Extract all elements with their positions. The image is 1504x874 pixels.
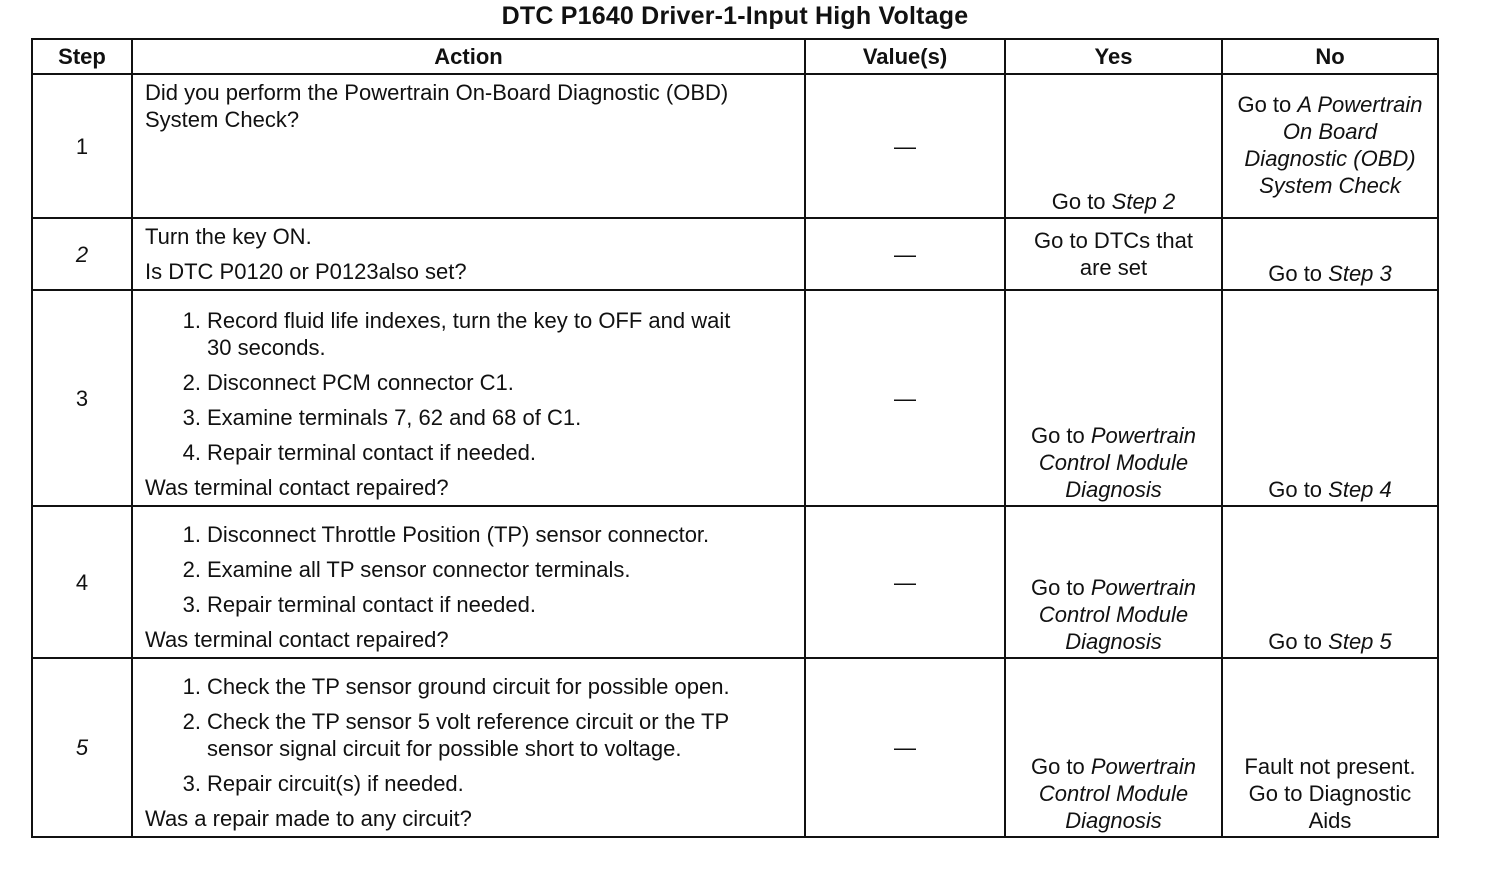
action-list <box>145 673 796 797</box>
list-item: 2. Check the TP sensor 5 volt reference circuit or the TP sensor signal circuit for possible short to voltage. <box>182 709 729 761</box>
list-item: 1. Check the TP sensor ground circuit for possible open. <box>182 674 730 699</box>
yes-prefix: Go to <box>1051 189 1112 214</box>
no-cell <box>1222 290 1438 506</box>
list-item: 3. Repair terminal contact if needed. <box>182 592 536 617</box>
page-title: DTC P1640 Driver-1-Input High Voltage <box>501 2 969 30</box>
yes-cell <box>1005 74 1222 218</box>
action-question: Was terminal contact repaired? <box>145 475 449 500</box>
value-cell: — <box>805 290 1005 506</box>
yes-target: Step 2 <box>1111 189 1176 214</box>
yes-cell: Go to DTCs that are set <box>1005 218 1222 290</box>
action-text: Did you perform the Powertrain On-Board Diagnostic (OBD) System Check? <box>145 80 729 132</box>
action-cell <box>132 74 805 218</box>
diagnostic-table <box>31 38 1439 838</box>
list-item: 3. Examine terminals 7, 62 and 68 of C1. <box>182 405 582 430</box>
list-item: 2. Disconnect PCM connector C1. <box>182 370 514 395</box>
no-prefix: Go to <box>1268 477 1329 502</box>
yes-cell <box>1005 506 1222 658</box>
action-cell <box>132 506 805 658</box>
list-item: 1. Disconnect Throttle Position (TP) sensor connector. <box>182 522 710 547</box>
no-target: Step 4 <box>1328 477 1392 502</box>
action-cell <box>132 290 805 506</box>
yes-target: Powertrain Control Module Diagnosis <box>1038 575 1197 654</box>
table-row <box>32 290 1438 506</box>
action-list <box>145 521 796 618</box>
step-number: 5 <box>32 658 132 837</box>
no-target: Step 3 <box>1328 261 1392 286</box>
table-row <box>32 74 1438 218</box>
list-item: 1. Record fluid life indexes, turn the key to OFF and wait 30 seconds. <box>182 308 731 360</box>
no-cell <box>1222 74 1438 218</box>
step-number: 4 <box>32 506 132 658</box>
header-no: No <box>1222 39 1438 74</box>
yes-target: Powertrain Control Module Diagnosis <box>1038 423 1197 502</box>
step-number: 2 <box>32 218 132 290</box>
action-list <box>145 307 796 466</box>
no-target: A Powertrain On Board Diagnostic (OBD) System Check <box>1244 92 1423 198</box>
step-number: 1 <box>32 74 132 218</box>
yes-prefix: Go to <box>1030 754 1091 779</box>
header-row <box>32 39 1438 74</box>
no-prefix: Go to <box>1237 92 1298 117</box>
action-cell <box>132 658 805 837</box>
table-row <box>32 218 1438 290</box>
header-action: Action <box>132 39 805 74</box>
header-step: Step <box>32 39 132 74</box>
yes-prefix: Go to <box>1030 423 1091 448</box>
yes-cell <box>1005 290 1222 506</box>
action-question: Is DTC P0120 or P0123also set? <box>145 259 467 284</box>
action-cell <box>132 218 805 290</box>
value-cell: — <box>805 658 1005 837</box>
no-prefix: Go to <box>1268 629 1329 654</box>
no-cell <box>1222 506 1438 658</box>
action-question: Was a repair made to any circuit? <box>145 806 472 831</box>
no-prefix: Go to <box>1268 261 1329 286</box>
table-row <box>32 658 1438 837</box>
no-cell <box>1222 218 1438 290</box>
list-item: 4. Repair terminal contact if needed. <box>182 440 536 465</box>
action-question: Was terminal contact repaired? <box>145 627 449 652</box>
yes-cell <box>1005 658 1222 837</box>
value-cell: — <box>805 74 1005 218</box>
action-text: Turn the key ON. <box>145 224 312 249</box>
value-cell: — <box>805 218 1005 290</box>
no-target: Step 5 <box>1328 629 1392 654</box>
header-values: Value(s) <box>805 39 1005 74</box>
no-cell: Fault not present. Go to Diagnostic Aids <box>1222 658 1438 837</box>
yes-prefix: Go to <box>1030 575 1091 600</box>
list-item: 3. Repair circuit(s) if needed. <box>182 771 464 796</box>
yes-target: Powertrain Control Module Diagnosis <box>1038 754 1197 833</box>
value-cell: — <box>805 506 1005 658</box>
list-item: 2. Examine all TP sensor connector terminals. <box>182 557 631 582</box>
header-yes: Yes <box>1005 39 1222 74</box>
table-row <box>32 506 1438 658</box>
step-number: 3 <box>32 290 132 506</box>
